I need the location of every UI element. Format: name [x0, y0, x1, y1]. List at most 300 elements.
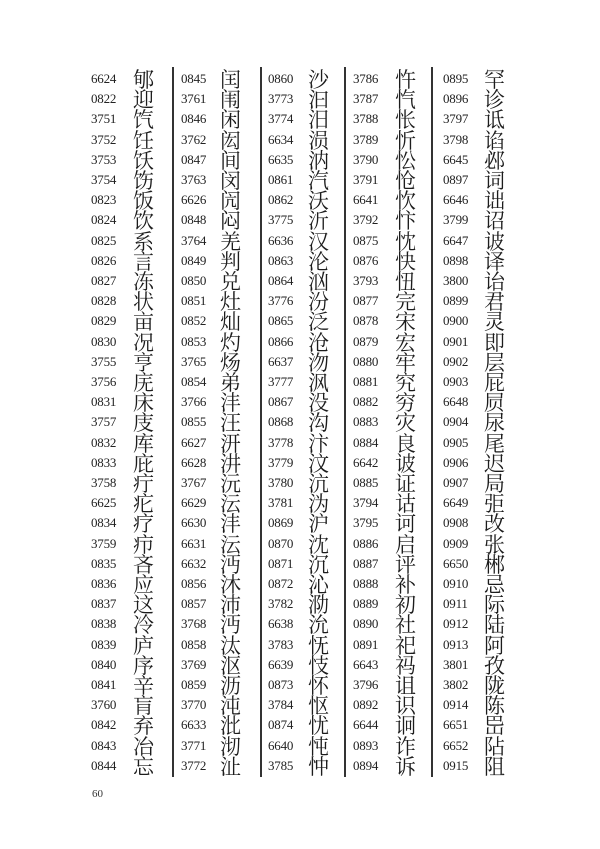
character-glyph: 灶 [220, 290, 241, 315]
character-glyph: 庐 [133, 633, 154, 658]
character-glyph: 汩 [308, 88, 329, 113]
character-code: 3757 [91, 414, 117, 430]
character-glyph: 尿 [484, 411, 505, 436]
character-glyph: 饩 [133, 108, 154, 133]
character-code: 6639 [268, 656, 294, 672]
character-glyph: 疗 [133, 512, 154, 537]
character-glyph: 闰 [220, 68, 241, 92]
character-glyph: 诅 [395, 674, 416, 698]
character-glyph: 饫 [133, 148, 154, 173]
character-glyph: 涢 [308, 128, 329, 153]
character-code: 0822 [91, 91, 117, 107]
column-divider [431, 67, 433, 777]
character-code: 3769 [181, 656, 207, 672]
character-glyph: 迎 [133, 88, 154, 113]
character-code: 3774 [268, 111, 294, 127]
character-glyph: 诃 [395, 512, 416, 537]
character-glyph: 沔 [220, 613, 241, 638]
character-glyph: 系 [133, 229, 154, 254]
character-glyph: 评 [395, 552, 416, 577]
character-glyph: 炀 [220, 350, 241, 375]
character-code: 6634 [268, 131, 294, 147]
character-code: 0823 [91, 192, 117, 208]
character-glyph: 际 [484, 593, 505, 618]
character-code: 6630 [181, 515, 207, 531]
character-code: 0884 [353, 434, 379, 450]
character-code: 0840 [91, 656, 117, 672]
character-code: 0838 [91, 616, 117, 632]
character-code: 0888 [353, 576, 379, 591]
character-glyph: 忡 [308, 754, 329, 779]
character-glyph: 罕 [484, 68, 505, 92]
character-glyph: 弡 [484, 492, 505, 517]
character-code: 0830 [91, 333, 117, 349]
character-glyph: 汭 [308, 148, 329, 173]
character-glyph: 快 [395, 249, 416, 274]
character-glyph: 词 [484, 169, 505, 193]
character-glyph: 沐 [220, 573, 241, 597]
character-glyph: 证 [395, 472, 416, 496]
character-glyph: 改 [484, 512, 505, 537]
character-glyph: 诇 [395, 714, 416, 739]
character-code: 0907 [443, 475, 469, 490]
character-glyph: 忘 [133, 754, 154, 779]
character-glyph: 诒 [484, 270, 505, 294]
character-glyph: 迟 [484, 451, 505, 476]
character-code: 0829 [91, 313, 117, 329]
character-glyph: 沪 [308, 512, 329, 537]
character-glyph: 冶 [133, 734, 154, 759]
character-glyph: 庇 [133, 451, 154, 476]
character-code: 3770 [181, 697, 207, 713]
character-glyph: 泛 [308, 310, 329, 335]
character-glyph: 陈 [484, 694, 505, 719]
table-row [345, 754, 432, 784]
character-code: 3752 [91, 131, 117, 147]
character-code: 0891 [353, 636, 379, 652]
character-code: 0835 [91, 555, 117, 571]
character-glyph: 沌 [220, 694, 241, 719]
character-glyph: 饮 [133, 209, 154, 234]
character-code: 0849 [181, 252, 207, 268]
character-code: 0853 [181, 333, 207, 349]
character-glyph: 郇 [133, 68, 154, 92]
character-glyph: 汉 [308, 229, 329, 254]
table-column-5 [432, 67, 522, 777]
character-glyph: 陆 [484, 613, 505, 638]
character-glyph: 忺 [395, 189, 416, 214]
character-glyph: 沆 [308, 472, 329, 496]
character-code: 3785 [268, 757, 294, 773]
character-glyph: 沅 [220, 472, 241, 496]
character-code: 3780 [268, 475, 294, 490]
table-column-4 [345, 67, 432, 777]
character-glyph: 冻 [133, 270, 154, 294]
character-code: 0865 [268, 313, 294, 329]
character-glyph: 屃 [484, 391, 505, 416]
character-glyph: 状 [133, 290, 154, 315]
character-code: 6624 [91, 71, 117, 86]
character-glyph: 疖 [133, 532, 154, 557]
character-code: 6637 [268, 353, 294, 369]
character-glyph: 庑 [133, 371, 154, 395]
character-code: 0862 [268, 192, 294, 208]
character-glyph: 饪 [133, 128, 154, 153]
character-glyph: 怃 [308, 633, 329, 658]
character-code: 3799 [443, 212, 469, 228]
character-code: 3793 [353, 273, 379, 288]
character-glyph: 应 [133, 573, 154, 597]
character-glyph: 吝 [133, 552, 154, 577]
character-glyph: 忭 [395, 209, 416, 234]
character-glyph: 闶 [220, 189, 241, 214]
character-glyph: 判 [220, 249, 241, 274]
character-glyph: 祀 [395, 633, 416, 658]
character-code: 0859 [181, 677, 207, 692]
character-glyph: 孜 [484, 653, 505, 678]
character-code: 0856 [181, 576, 207, 591]
character-glyph: 诊 [484, 88, 505, 113]
character-code: 6643 [353, 656, 379, 672]
character-code: 0903 [443, 374, 469, 389]
character-code: 0848 [181, 212, 207, 228]
character-glyph: 间 [220, 148, 241, 173]
character-code: 0915 [443, 757, 469, 773]
character-code: 6632 [181, 555, 207, 571]
character-glyph: 诎 [484, 189, 505, 214]
character-code: 3753 [91, 151, 117, 167]
character-glyph: 闳 [220, 128, 241, 153]
character-code: 3777 [268, 374, 294, 389]
character-glyph: 饭 [133, 189, 154, 214]
character-glyph: 泐 [308, 593, 329, 618]
character-glyph: 汨 [308, 108, 329, 133]
character-glyph: 忻 [395, 128, 416, 153]
character-glyph: 序 [133, 653, 154, 678]
character-code: 0896 [443, 91, 469, 107]
character-glyph: 沉 [308, 552, 329, 577]
character-glyph: 补 [395, 573, 416, 597]
character-glyph: 忸 [395, 270, 416, 294]
character-code: 0828 [91, 293, 117, 309]
character-code: 6636 [268, 232, 294, 248]
character-glyph: 况 [133, 330, 154, 355]
character-code: 3761 [181, 91, 207, 107]
character-code: 0857 [181, 596, 207, 612]
character-code: 0875 [353, 232, 379, 248]
character-glyph: 怄 [308, 694, 329, 719]
character-code: 0839 [91, 636, 117, 652]
character-code: 6650 [443, 555, 469, 571]
character-glyph: 没 [308, 391, 329, 416]
character-code: 6626 [181, 192, 207, 208]
character-code: 0850 [181, 273, 207, 288]
character-glyph: 灿 [220, 310, 241, 335]
character-code: 0866 [268, 333, 294, 349]
table-column-3 [261, 67, 345, 777]
character-code: 3768 [181, 616, 207, 632]
character-code: 0914 [443, 697, 469, 713]
character-glyph: 沁 [308, 573, 329, 597]
character-glyph: 亨 [133, 350, 154, 375]
character-code: 3772 [181, 757, 207, 773]
character-code: 6647 [443, 232, 469, 248]
character-glyph: 沥 [220, 674, 241, 698]
character-glyph: 郴 [484, 552, 505, 577]
character-glyph: 阿 [484, 633, 505, 658]
character-code: 3760 [91, 697, 117, 713]
character-code: 3797 [443, 111, 469, 127]
character-glyph: 沄 [220, 492, 241, 517]
character-code: 0864 [268, 273, 294, 288]
character-glyph: 这 [133, 593, 154, 618]
character-code: 0894 [353, 757, 379, 773]
character-code: 3794 [353, 495, 379, 511]
character-code: 6646 [443, 192, 469, 208]
character-glyph: 庋 [133, 411, 154, 436]
character-glyph: 忧 [308, 714, 329, 739]
character-code: 6631 [181, 535, 207, 551]
character-code: 0861 [268, 172, 294, 187]
character-glyph: 闲 [220, 108, 241, 133]
character-code: 0886 [353, 535, 379, 551]
column-divider [344, 67, 346, 777]
character-glyph: 沏 [220, 734, 241, 759]
character-code: 0905 [443, 434, 469, 450]
column-divider [172, 67, 174, 777]
character-code: 6649 [443, 495, 469, 511]
character-code: 3788 [353, 111, 379, 127]
character-glyph: 沧 [308, 330, 329, 355]
character-glyph: 忌 [484, 573, 505, 597]
table-row [172, 754, 261, 784]
character-code: 0836 [91, 576, 117, 591]
character-code: 0824 [91, 212, 117, 228]
character-code: 6641 [353, 192, 379, 208]
character-glyph: 汴 [308, 431, 329, 456]
character-code: 3802 [443, 677, 469, 692]
character-code: 0908 [443, 515, 469, 531]
character-glyph: 忮 [308, 653, 329, 678]
table-row [86, 754, 172, 784]
character-glyph: 沨 [308, 371, 329, 395]
character-glyph: 宋 [395, 310, 416, 335]
character-code: 0879 [353, 333, 379, 349]
character-code: 0911 [443, 596, 468, 612]
character-code: 0825 [91, 232, 117, 248]
character-code: 3783 [268, 636, 294, 652]
character-code: 3751 [91, 111, 117, 127]
character-code-table [0, 67, 600, 777]
character-code: 0889 [353, 596, 379, 612]
character-code: 0883 [353, 414, 379, 430]
character-glyph: 沂 [308, 209, 329, 234]
character-glyph: 诐 [484, 229, 505, 254]
character-code: 0906 [443, 454, 469, 470]
character-code: 6625 [91, 495, 117, 511]
character-code: 0843 [91, 737, 117, 753]
character-code: 3765 [181, 353, 207, 369]
character-code: 3767 [181, 475, 207, 490]
character-glyph: 即 [484, 330, 505, 355]
character-glyph: 库 [133, 431, 154, 456]
character-code: 3758 [91, 475, 117, 490]
character-code: 0912 [443, 616, 469, 632]
character-glyph: 沕 [308, 350, 329, 375]
character-code: 0876 [353, 252, 379, 268]
character-glyph: 沃 [308, 189, 329, 214]
character-glyph: 诐 [395, 451, 416, 476]
character-code: 0910 [443, 576, 469, 591]
character-glyph: 汫 [220, 451, 241, 476]
character-code: 6633 [181, 717, 207, 733]
character-code: 3792 [353, 212, 379, 228]
character-glyph: 谄 [484, 128, 505, 153]
character-code: 0877 [353, 293, 379, 309]
character-glyph: 汾 [308, 290, 329, 315]
character-code: 0832 [91, 434, 117, 450]
character-code: 0868 [268, 414, 294, 430]
character-glyph: 沤 [220, 653, 241, 678]
character-code: 3766 [181, 394, 207, 410]
character-code: 0869 [268, 515, 294, 531]
character-glyph: 宏 [395, 330, 416, 355]
table-row [432, 754, 522, 784]
character-glyph: 君 [484, 290, 505, 315]
character-code: 0846 [181, 111, 207, 127]
character-glyph: 沣 [220, 391, 241, 416]
character-code: 6648 [443, 394, 469, 410]
character-glyph: 忾 [395, 88, 416, 113]
character-glyph: 汹 [308, 270, 329, 294]
character-glyph: 沙 [308, 68, 329, 92]
character-glyph: 张 [484, 532, 505, 557]
character-glyph: 穷 [395, 391, 416, 416]
character-code: 0872 [268, 576, 294, 591]
character-glyph: 启 [395, 532, 416, 557]
character-glyph: 尾 [484, 431, 505, 456]
character-glyph: 沩 [308, 492, 329, 517]
character-code: 0852 [181, 313, 207, 329]
character-code: 0834 [91, 515, 117, 531]
character-code: 0878 [353, 313, 379, 329]
character-code: 3759 [91, 535, 117, 551]
character-glyph: 岊 [484, 714, 505, 739]
character-code: 3801 [443, 656, 469, 672]
character-glyph: 亩 [133, 310, 154, 335]
character-code: 3796 [353, 677, 379, 692]
character-glyph: 层 [484, 350, 505, 375]
character-code: 6629 [181, 495, 207, 511]
character-code: 3790 [353, 151, 379, 167]
character-code: 0858 [181, 636, 207, 652]
character-code: 0867 [268, 394, 294, 410]
character-code: 0901 [443, 333, 469, 349]
character-code: 0898 [443, 252, 469, 268]
character-glyph: 识 [395, 694, 416, 719]
character-glyph: 局 [484, 472, 505, 496]
character-glyph: 闱 [220, 88, 241, 113]
character-code: 0837 [91, 596, 117, 612]
character-glyph: 屁 [484, 371, 505, 395]
character-code: 0899 [443, 293, 469, 309]
character-code: 0833 [91, 454, 117, 470]
character-code: 6640 [268, 737, 294, 753]
character-code: 0874 [268, 717, 294, 733]
character-code: 0860 [268, 71, 294, 86]
character-code: 0882 [353, 394, 379, 410]
character-code: 3778 [268, 434, 294, 450]
character-glyph: 汧 [220, 431, 241, 456]
character-glyph: 言 [133, 249, 154, 274]
character-code: 0900 [443, 313, 469, 329]
character-code: 3754 [91, 172, 117, 187]
table-column-1 [86, 67, 172, 777]
character-glyph: 诏 [484, 209, 505, 234]
character-glyph: 沟 [308, 411, 329, 436]
character-code: 3787 [353, 91, 379, 107]
character-glyph: 汰 [220, 633, 241, 658]
character-glyph: 忱 [395, 229, 416, 254]
character-code: 0845 [181, 71, 207, 86]
character-glyph: 沣 [220, 512, 241, 537]
character-glyph: 译 [484, 249, 505, 274]
character-code: 0871 [268, 555, 294, 571]
character-code: 0844 [91, 757, 117, 773]
character-glyph: 疕 [133, 492, 154, 517]
character-glyph: 沛 [220, 593, 241, 618]
character-code: 3776 [268, 293, 294, 309]
character-code: 0913 [443, 636, 469, 652]
character-glyph: 沇 [308, 613, 329, 638]
character-code: 3795 [353, 515, 379, 531]
character-glyph: 沈 [308, 532, 329, 557]
character-glyph: 闵 [220, 169, 241, 193]
character-glyph: 诋 [484, 108, 505, 133]
character-code: 0870 [268, 535, 294, 551]
character-code: 0909 [443, 535, 469, 551]
character-code: 3789 [353, 131, 379, 147]
character-code: 0855 [181, 414, 207, 430]
table-column-2 [172, 67, 261, 777]
character-glyph: 沚 [220, 754, 241, 779]
character-code: 0904 [443, 414, 469, 430]
character-glyph: 完 [395, 290, 416, 315]
character-glyph: 灾 [395, 411, 416, 436]
character-code: 0826 [91, 252, 117, 268]
character-code: 0854 [181, 374, 207, 389]
character-code: 0842 [91, 717, 117, 733]
character-code: 0881 [353, 374, 379, 389]
page-number: 60 [92, 788, 103, 800]
character-glyph: 沘 [220, 714, 241, 739]
character-glyph: 弃 [133, 714, 154, 739]
character-code: 0873 [268, 677, 294, 692]
character-glyph: 弟 [220, 371, 241, 395]
character-code: 0831 [91, 394, 117, 410]
character-code: 3762 [181, 131, 207, 147]
table-row [261, 754, 345, 784]
character-code: 0880 [353, 353, 379, 369]
character-code: 3779 [268, 454, 294, 470]
character-code: 3798 [443, 131, 469, 147]
character-code: 3764 [181, 232, 207, 248]
character-glyph: 陇 [484, 674, 505, 698]
character-glyph: 沔 [220, 552, 241, 577]
character-code: 0893 [353, 737, 379, 753]
character-code: 3775 [268, 212, 294, 228]
character-glyph: 沄 [220, 532, 241, 557]
